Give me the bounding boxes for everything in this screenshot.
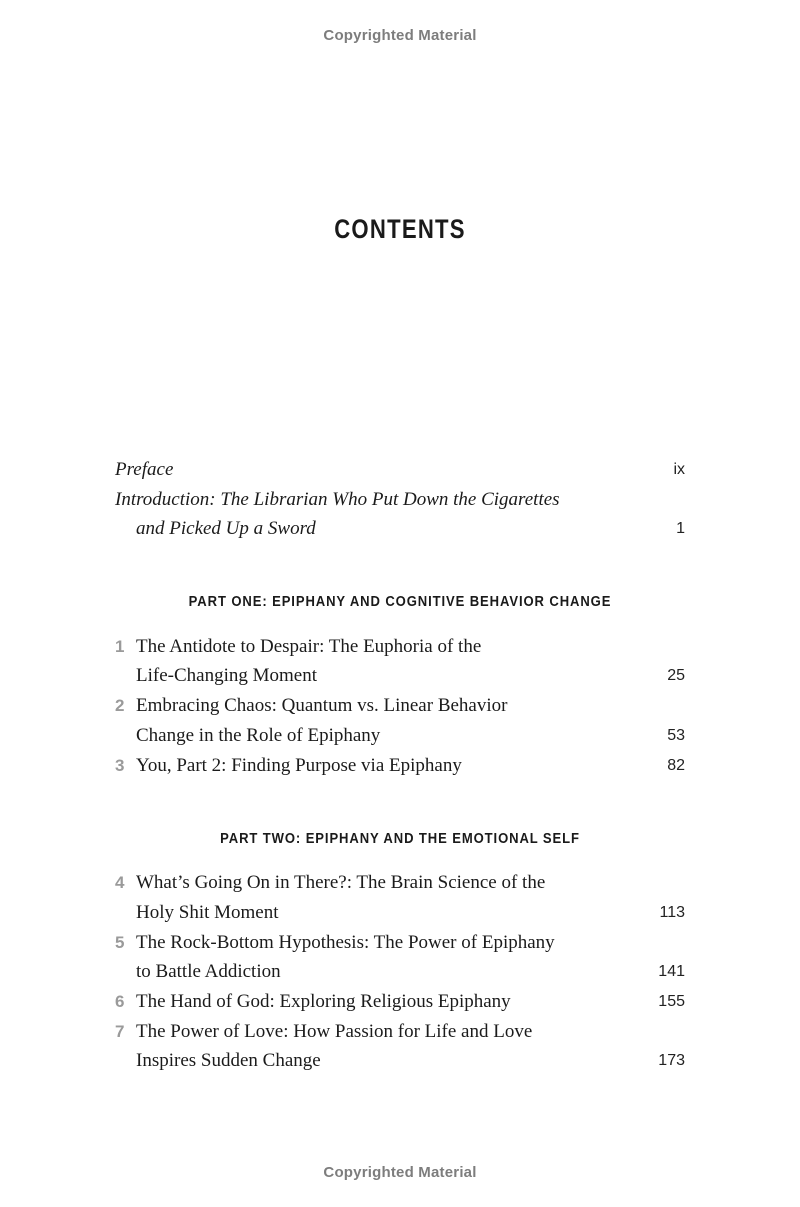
toc-entry-title: Holy Shit Moment: [136, 902, 279, 923]
toc-entry-title: Embracing Chaos: Quantum vs. Linear Behavior: [136, 695, 508, 716]
toc-page-number: 173: [658, 1052, 685, 1069]
toc-entry-title: Inspires Sudden Change: [136, 1050, 321, 1071]
part-heading: PART ONE: EPIPHANY AND COGNITIVE BEHAVIOR CHANGE: [188, 594, 612, 610]
chapter-number: 3: [115, 756, 125, 775]
toc-page-number: 113: [659, 904, 685, 921]
toc-chapter-1-continued[interactable]: [115, 662, 685, 690]
toc-entry-title: You, Part 2: Finding Purpose via Epiphany: [136, 755, 462, 776]
toc-chapter-6[interactable]: [115, 988, 685, 1016]
chapter-number: 5: [115, 933, 125, 952]
toc-entry-title: The Antidote to Despair: The Euphoria of the: [136, 636, 482, 657]
toc-entry-title: Life-Changing Moment: [136, 665, 317, 686]
chapter-number: 1: [115, 637, 125, 656]
toc-entry-preface[interactable]: [115, 456, 685, 484]
chapter-number: 2: [115, 696, 125, 715]
toc-page-number: 1: [676, 520, 685, 537]
toc-entry-title: Preface: [115, 459, 174, 480]
toc-chapter-5[interactable]: [115, 929, 685, 957]
toc-chapter-4-continued[interactable]: [115, 899, 685, 927]
copyright-footer: Copyrighted Material: [323, 1164, 477, 1181]
toc-page-number: 141: [658, 963, 685, 980]
toc-chapter-4[interactable]: [115, 869, 685, 897]
copyright-header: Copyrighted Material: [323, 27, 477, 44]
chapter-number: 4: [115, 873, 125, 892]
toc-entry-introduction[interactable]: [115, 486, 685, 514]
toc-page-number: 25: [667, 667, 685, 684]
toc-chapter-5-continued[interactable]: [115, 958, 685, 986]
toc-chapter-3[interactable]: [115, 752, 685, 780]
toc-entry-title: Change in the Role of Epiphany: [136, 725, 381, 746]
toc-entry-title: What’s Going On in There?: The Brain Science of the: [136, 872, 546, 893]
toc-page-number: ix: [673, 461, 685, 478]
chapter-number: 6: [115, 992, 125, 1011]
toc-chapter-7-continued[interactable]: [115, 1047, 685, 1075]
part-heading: PART TWO: EPIPHANY AND THE EMOTIONAL SELF: [220, 831, 580, 847]
toc-chapter-2[interactable]: [115, 692, 685, 720]
toc-page-number: 53: [667, 727, 685, 744]
toc-entry-introduction-continued[interactable]: [115, 515, 685, 543]
toc-page-number: 82: [667, 757, 685, 774]
page-title: CONTENTS: [334, 214, 466, 244]
toc-entry-title: The Hand of God: Exploring Religious Epiphany: [136, 991, 511, 1012]
toc-entry-title: and Picked Up a Sword: [136, 518, 316, 539]
toc-chapter-2-continued[interactable]: [115, 722, 685, 750]
toc-page-number: 155: [658, 993, 685, 1010]
toc-chapter-7[interactable]: [115, 1018, 685, 1046]
toc-entry-title: Introduction: The Librarian Who Put Down the Cigarettes: [115, 489, 560, 510]
toc-chapter-1[interactable]: [115, 633, 685, 661]
toc-entry-title: The Rock-Bottom Hypothesis: The Power of Epiphany: [136, 932, 555, 953]
toc-entry-title: The Power of Love: How Passion for Life and Love: [136, 1021, 533, 1042]
toc-entry-title: to Battle Addiction: [136, 961, 281, 982]
chapter-number: 7: [115, 1022, 125, 1041]
